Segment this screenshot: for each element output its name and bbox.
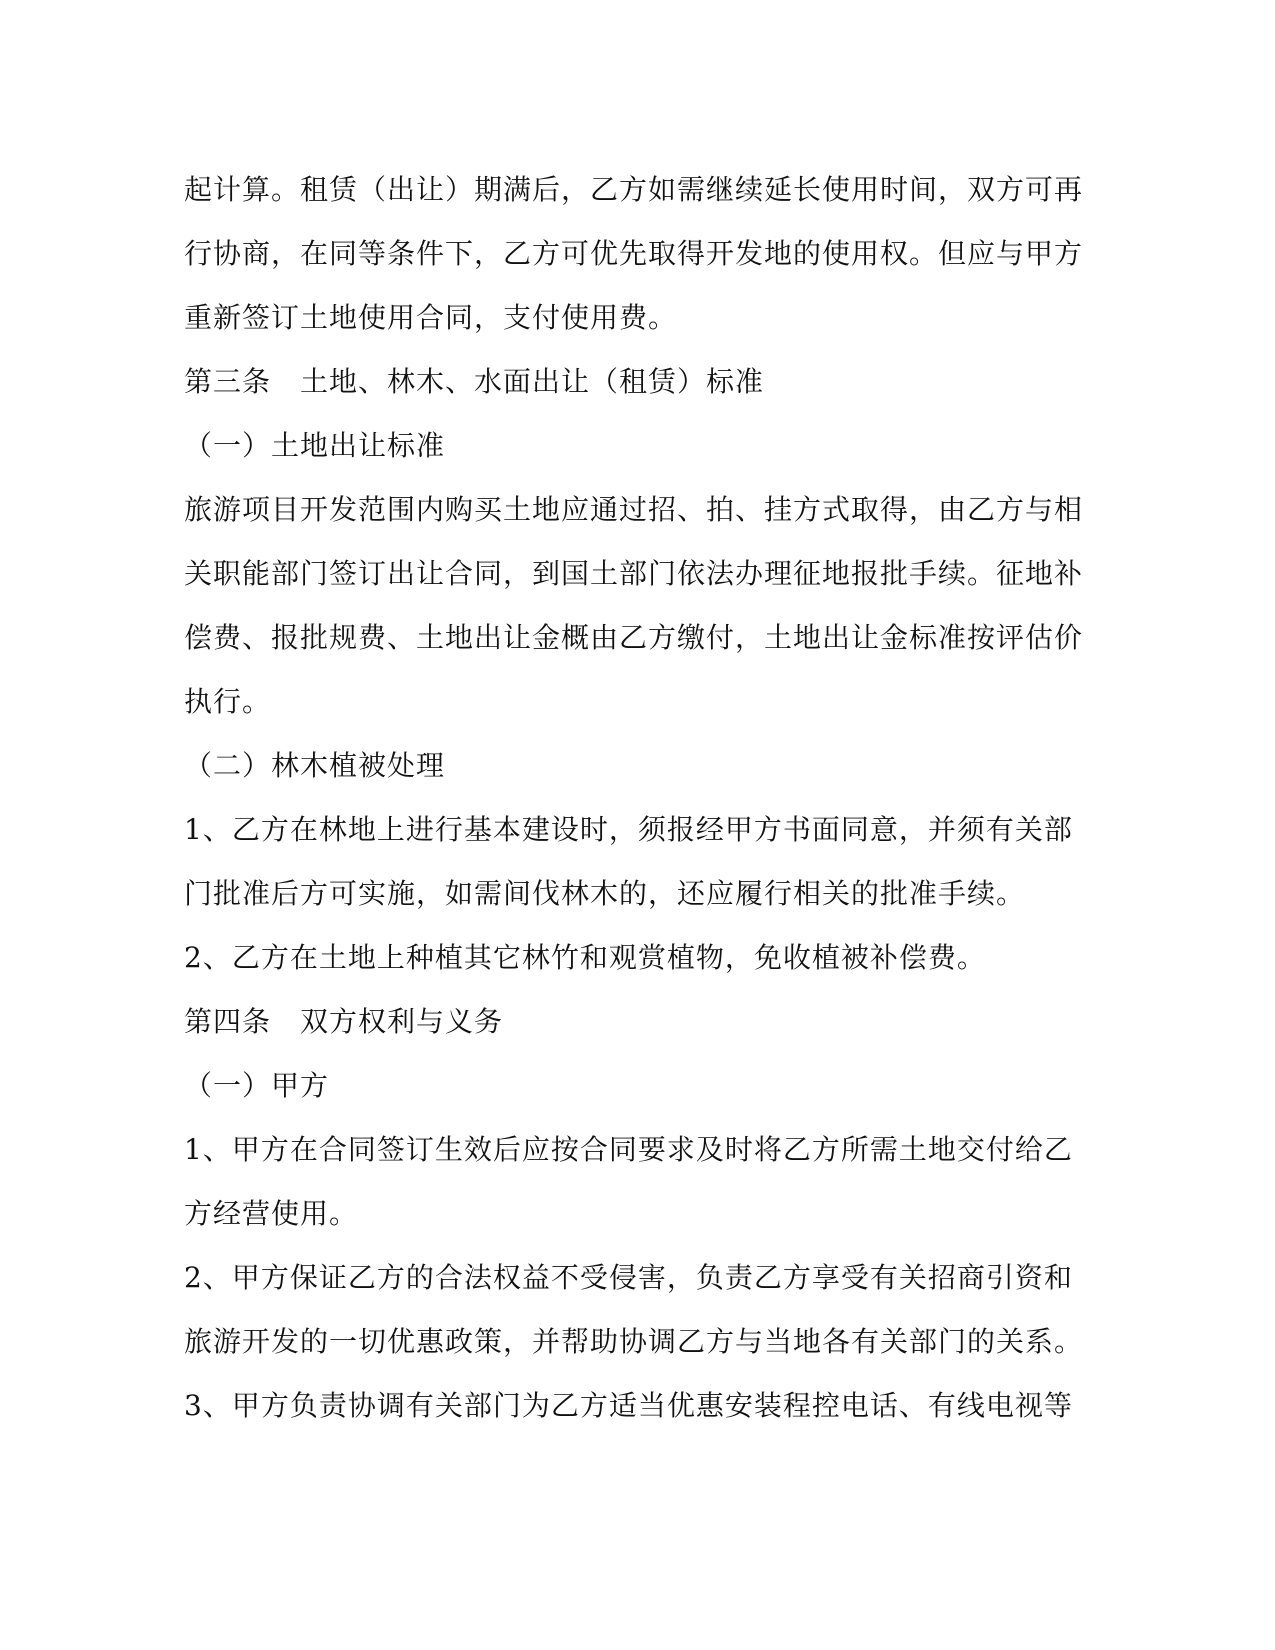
article-heading: 第四条 双方权利与义务 xyxy=(184,1005,504,1038)
list-item: 1、乙方在林地上进行基本建设时，须报经甲方书面同意，并须有关部 xyxy=(184,813,1073,846)
paragraph-line: 旅游项目开发范围内购买土地应通过招、拍、挂方式取得，由乙方与相 xyxy=(184,493,1084,526)
paragraph-line: 行协商，在同等条件下，乙方可优先取得开发地的使用权。但应与甲方 xyxy=(184,237,1084,270)
paragraph-line: 门批准后方可实施，如需间伐林木的，还应履行相关的批准手续。 xyxy=(184,877,1026,910)
paragraph-line: 重新签订土地使用合同，支付使用费。 xyxy=(184,301,678,334)
paragraph-line: 旅游开发的一切优惠政策，并帮助协调乙方与当地各有关部门的关系。 xyxy=(184,1325,1084,1358)
article-heading: 第三条 土地、林木、水面出让（租赁）标准 xyxy=(184,365,765,398)
paragraph-line: 关职能部门签订出让合同，到国土部门依法办理征地报批手续。征地补 xyxy=(184,557,1084,590)
section-heading: （二）林木植被处理 xyxy=(184,749,446,782)
paragraph-line: 偿费、报批规费、土地出让金概由乙方缴付，土地出让金标准按评估价 xyxy=(184,621,1084,654)
paragraph-line: 方经营使用。 xyxy=(184,1197,359,1230)
section-heading: （一）土地出让标准 xyxy=(184,429,446,462)
section-heading: （一）甲方 xyxy=(184,1069,330,1102)
list-item: 2、甲方保证乙方的合法权益不受侵害，负责乙方享受有关招商引资和 xyxy=(184,1261,1073,1294)
list-item: 1、甲方在合同签订生效后应按合同要求及时将乙方所需土地交付给乙 xyxy=(184,1133,1073,1166)
document-body xyxy=(184,158,1094,1438)
paragraph-line: 起计算。租赁（出让）期满后，乙方如需继续延长使用时间，双方可再 xyxy=(184,173,1084,206)
list-item: 3、甲方负责协调有关部门为乙方适当优惠安装程控电话、有线电视等 xyxy=(184,1389,1073,1422)
paragraph-line: 执行。 xyxy=(184,685,272,718)
list-item: 2、乙方在土地上种植其它林竹和观赏植物，免收植被补偿费。 xyxy=(184,941,986,974)
